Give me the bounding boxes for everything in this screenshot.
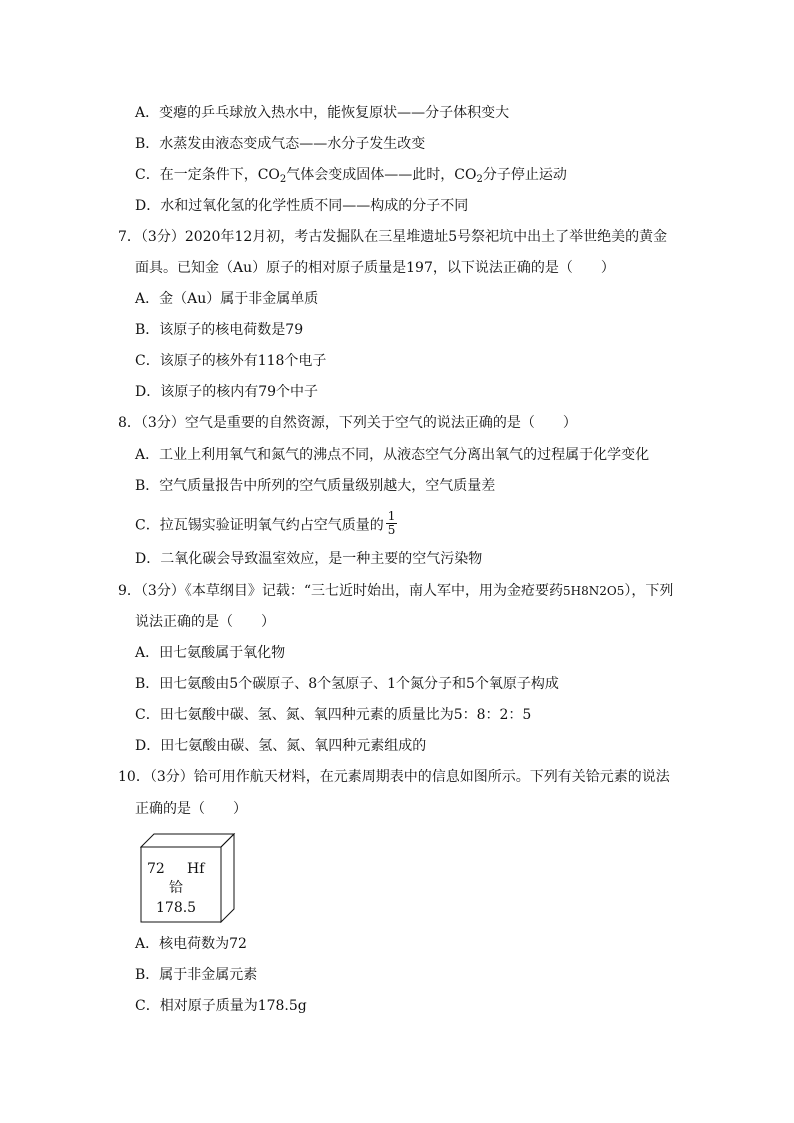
q8-option-c: C．拉瓦锡实验证明氧气约占空气质量的 $\frac{1}{5}$ <box>135 509 396 537</box>
q6-option-c: C．在一定条件下，$CO_2$气体会变成固体——此时，$CO_2$分子停止运动 <box>135 167 567 185</box>
fraction-one-fifth: $\frac{1}{5}$ <box>387 509 396 537</box>
q9-stem-line2: 说法正确的是（ ） <box>135 614 275 630</box>
q7-stem-line1: 7．（3分）2020年12月初，考古发掘队在三星堆遗址5号祭祀坑中出土了举世绝美的黄金 <box>118 229 668 245</box>
q9-option-a: A．田七氨酸属于氧化物 <box>135 645 286 661</box>
q10-stem-line2: 正确的是（ ） <box>135 801 247 817</box>
q8-option-b: B．空气质量报告中所列的空气质量级别越大，空气质量差 <box>135 478 496 494</box>
q9-stem-line1: 9．（3分）《本草纲目》记载：“三七近时始出，南人军中，用为金疮要药5H8N2O5），下列 <box>118 583 674 599</box>
q9-option-c: C．田七氨酸中碳、氢、氮、氧四种元素的质量比为5：8：2：5 <box>135 707 532 723</box>
q10-option-a: A．核电荷数为72 <box>135 936 247 952</box>
q9-option-d: D．田七氨酸由碳、氢、氮、氧四种元素组成的 <box>135 738 427 754</box>
q6-option-a: A．变瘪的乒乓球放入热水中，能恢复原状——分子体积变大 <box>135 105 510 121</box>
q8-option-d: D．二氧化碳会导致温室效应，是一种主要的空气污染物 <box>135 551 483 567</box>
element-card-figure <box>140 833 236 923</box>
q6-option-d: D．水和过氧化氢的化学性质不同——构成的分子不同 <box>135 198 469 214</box>
atomic-mass: 178.5 <box>156 900 197 916</box>
q7-option-c: C．该原子的核外有118个电子 <box>135 353 327 369</box>
q7-stem-line2: 面具。已知金（Au）原子的相对原子质量是197，以下说法正确的是（ ） <box>135 260 615 276</box>
q9-option-b: B．田七氨酸由5个碳原子、8个氢原子、1个氮分子和5个氧原子构成 <box>135 676 559 692</box>
element-name: 铪 <box>169 880 183 896</box>
q7-option-b: B．该原子的核电荷数是79 <box>135 322 304 338</box>
q10-option-c: C．相对原子质量为178.5g <box>135 998 307 1014</box>
element-symbol: Hf <box>187 861 205 877</box>
q8-stem: 8．（3分）空气是重要的自然资源，下列关于空气的说法正确的是（ ） <box>118 415 577 431</box>
q10-option-b: B．属于非金属元素 <box>135 967 258 983</box>
q7-option-d: D．该原子的核内有79个中子 <box>135 384 319 400</box>
atomic-number: 72 <box>147 861 165 877</box>
q6-option-b: B．水蒸发由液态变成气态——水分子发生改变 <box>135 136 426 152</box>
q8-option-a: A．工业上利用氧气和氮气的沸点不同，从液态空气分离出氧气的过程属于化学变化 <box>135 447 650 463</box>
q10-stem-line1: 10．（3分）铪可用作航天材料，在元素周期表中的信息如图所示。下列有关铪元素的说法 <box>118 769 670 785</box>
q7-option-a: A．金（Au）属于非金属单质 <box>135 291 319 307</box>
